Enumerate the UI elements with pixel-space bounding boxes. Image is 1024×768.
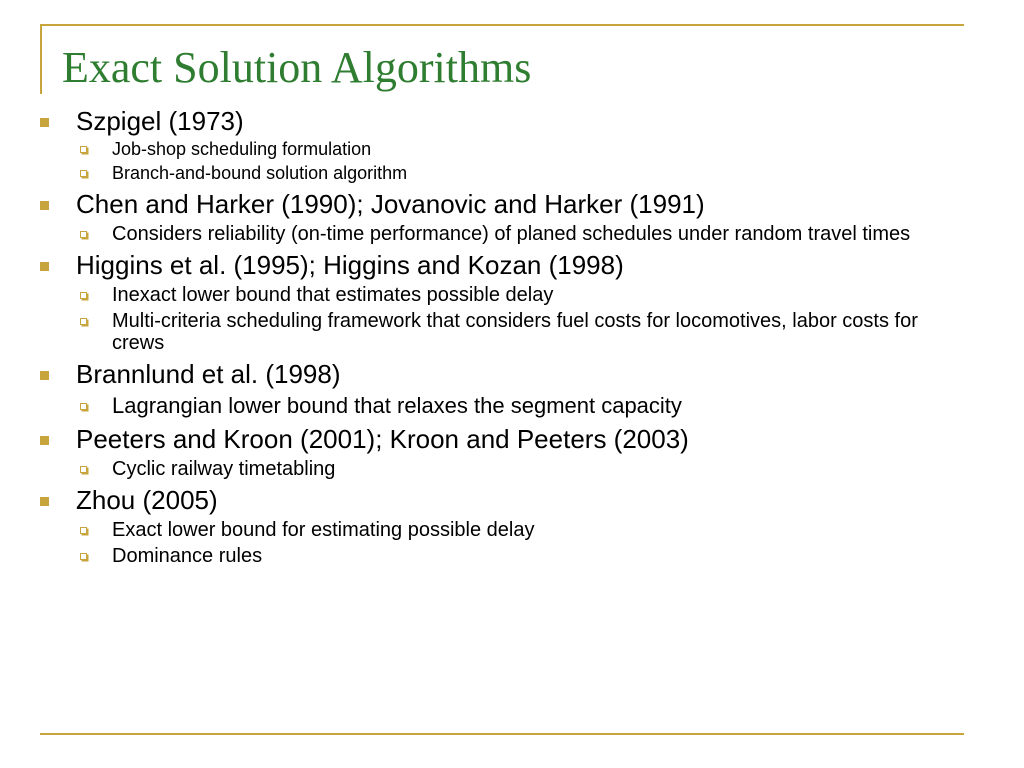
sub-bullet-list <box>76 458 940 480</box>
sub-bullet-text: Dominance rules <box>112 545 263 567</box>
sub-bullet-list <box>76 139 940 184</box>
hollow-square-bullet-icon <box>80 231 87 238</box>
square-bullet-icon <box>40 118 49 127</box>
sub-bullet-list <box>76 284 940 354</box>
sub-bullet-text: Multi-criteria scheduling framework that considers fuel costs for locomotives, labor costs for crews <box>112 310 918 354</box>
hollow-square-bullet-icon <box>80 146 87 153</box>
bullet-text: Chen and Harker (1990); Jovanovic and Harker (1991) <box>76 189 705 219</box>
sub-bullet-text: Exact lower bound for estimating possible delay <box>112 519 535 541</box>
bullet-szpigel <box>40 106 940 184</box>
sub-bullet-text: Job-shop scheduling formulation <box>112 139 372 159</box>
bullet-zhou <box>40 485 940 567</box>
square-bullet-icon <box>40 371 49 380</box>
bullet-chen-harker <box>40 189 940 245</box>
sub-bullet-text: Cyclic railway timetabling <box>112 458 336 480</box>
sub-bullet <box>76 163 940 184</box>
bullet-higgins <box>40 250 940 354</box>
hollow-square-bullet-icon <box>80 466 87 473</box>
sub-bullet <box>76 139 940 160</box>
sub-bullet-text: Considers reliability (on-time performance) of planed schedules under random travel times <box>112 223 911 245</box>
square-bullet-icon <box>40 262 49 271</box>
sub-bullet <box>76 545 940 567</box>
sub-bullet <box>76 310 940 354</box>
hollow-square-bullet-icon <box>80 170 87 177</box>
bullet-brannlund <box>40 359 940 419</box>
frame-left-rule <box>40 24 42 94</box>
sub-bullet-list <box>76 223 940 245</box>
frame-bottom-rule <box>40 733 964 735</box>
hollow-square-bullet-icon <box>80 403 87 410</box>
sub-bullet-text: Lagrangian lower bound that relaxes the segment capacity <box>112 393 682 418</box>
square-bullet-icon <box>40 201 49 210</box>
sub-bullet <box>76 458 940 480</box>
sub-bullet-text: Branch-and-bound solution algorithm <box>112 163 408 183</box>
frame-top-rule <box>40 24 964 26</box>
square-bullet-icon <box>40 497 49 506</box>
hollow-square-bullet-icon <box>80 318 87 325</box>
hollow-square-bullet-icon <box>80 292 87 299</box>
sub-bullet <box>76 284 940 306</box>
bullet-text: Szpigel (1973) <box>76 106 244 136</box>
sub-bullet <box>76 393 940 419</box>
sub-bullet-text: Inexact lower bound that estimates possible delay <box>112 284 554 306</box>
hollow-square-bullet-icon <box>80 553 87 560</box>
hollow-square-bullet-icon <box>80 527 87 534</box>
sub-bullet <box>76 519 940 541</box>
bullet-text: Zhou (2005) <box>76 485 218 515</box>
bullet-peeters-kroon <box>40 424 940 480</box>
square-bullet-icon <box>40 436 49 445</box>
sub-bullet-list <box>76 393 940 419</box>
slide-title: Exact Solution Algorithms <box>62 43 532 92</box>
bullet-list <box>40 106 940 569</box>
sub-bullet-list <box>76 519 940 567</box>
bullet-text: Higgins et al. (1995); Higgins and Kozan (1998) <box>76 250 624 280</box>
bullet-text: Peeters and Kroon (2001); Kroon and Peeters (2003) <box>76 424 689 454</box>
bullet-text: Brannlund et al. (1998) <box>76 359 341 389</box>
sub-bullet <box>76 223 940 245</box>
